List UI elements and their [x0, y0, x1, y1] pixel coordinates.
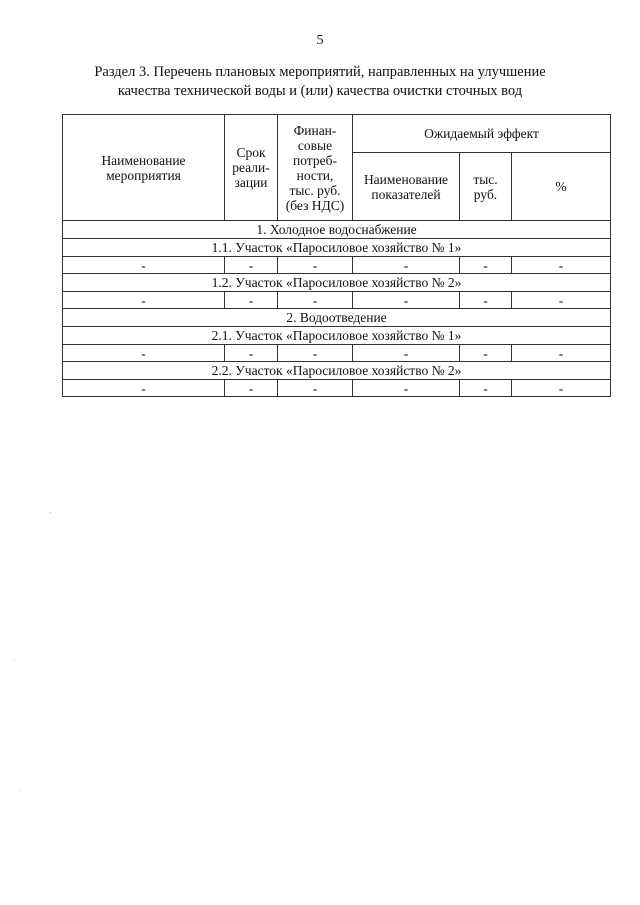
heading-line-1: Раздел 3. Перечень плановых мероприятий, направленных на улучшение [94, 64, 546, 80]
header-thousand-rub-line-2: руб. [473, 186, 498, 202]
header-financing-line-4: ности, [296, 167, 334, 183]
table-cell: - [63, 292, 225, 309]
section-heading [60, 63, 580, 101]
header-financing-line-5: тыс. руб. [289, 182, 341, 198]
table-row [63, 292, 611, 309]
table-cell: - [512, 380, 611, 397]
header-term-line-1: Срок [236, 145, 266, 160]
section-row-label: 1. Холодное водоснабжение [63, 221, 611, 239]
table-cell: - [278, 345, 353, 362]
table-cell: - [278, 380, 353, 397]
table-cell: - [460, 345, 512, 362]
heading-line-2: качества технической воды и (или) качества очистки сточных вод [117, 83, 523, 99]
section-row-label: 1.1. Участок «Паросиловое хозяйство № 1» [63, 239, 611, 257]
table-cell: - [353, 257, 460, 274]
table-cell: - [460, 380, 512, 397]
table-row [63, 239, 611, 257]
header-financing [278, 115, 353, 221]
header-financing-line-6: (без НДС) [285, 197, 345, 213]
table-cell: - [353, 292, 460, 309]
table-row [63, 327, 611, 345]
header-financing-line-2: совые [297, 137, 333, 153]
table-row [63, 380, 611, 397]
table-cell: - [225, 257, 278, 274]
section-row-label: 2.2. Участок «Паросиловое хозяйство № 2» [63, 362, 611, 380]
header-indicator-name: Наименование показателей [353, 153, 460, 221]
table-row [63, 221, 611, 239]
page-number: 5 [316, 33, 324, 48]
header-term-line-3: зации [234, 175, 268, 190]
section-row-label: 2.1. Участок «Паросиловое хозяйство № 1» [63, 327, 611, 345]
header-percent: % [512, 153, 611, 221]
table-cell: - [512, 292, 611, 309]
header-financing-line-3: потреб- [293, 152, 337, 168]
header-thousand-rub [460, 153, 512, 221]
scan-speck [14, 660, 15, 661]
table-cell: - [225, 380, 278, 397]
section-row-label: 2. Водоотведение [63, 309, 611, 327]
table-cell: - [460, 292, 512, 309]
table-row [63, 309, 611, 327]
measures-table [62, 114, 611, 397]
header-term-line-2: реали- [232, 160, 270, 175]
table-cell: - [512, 345, 611, 362]
table-cell: - [460, 257, 512, 274]
table-cell: - [63, 345, 225, 362]
header-term [225, 115, 278, 221]
header-financing-line-1: Финан- [293, 122, 337, 138]
table-cell: - [512, 257, 611, 274]
section-row-label: 1.2. Участок «Паросиловое хозяйство № 2» [63, 274, 611, 292]
table-cell: - [278, 257, 353, 274]
table-cell: - [225, 345, 278, 362]
table-row [63, 345, 611, 362]
table-row [63, 274, 611, 292]
table-cell: - [63, 380, 225, 397]
table-cell: - [225, 292, 278, 309]
table-cell: - [63, 257, 225, 274]
table-cell: - [353, 380, 460, 397]
table-cell: - [353, 345, 460, 362]
scan-speck [20, 790, 21, 791]
table-row [63, 362, 611, 380]
table-row [63, 257, 611, 274]
header-expected-effect: Ожидаемый эффект [353, 115, 611, 153]
scan-speck [50, 512, 51, 513]
header-measure-name: Наименование мероприятия [63, 115, 225, 221]
header-thousand-rub-line-1: тыс. [473, 171, 498, 187]
table-cell: - [278, 292, 353, 309]
